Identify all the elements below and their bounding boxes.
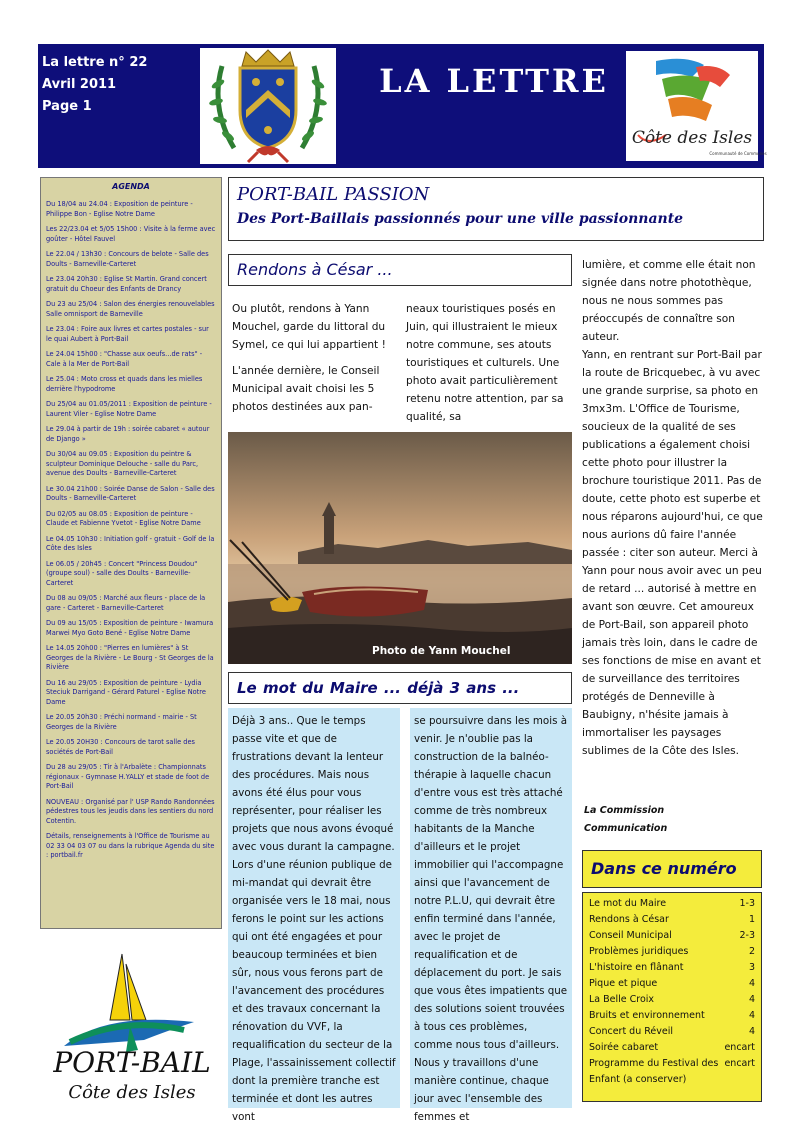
toc-entry	[589, 896, 755, 912]
newsletter-title: LA LETTRE	[379, 62, 609, 100]
agenda-item: Du 18/04 au 24.04 : Exposition de peinture - Philippe Bon - Eglise Notre Dame	[46, 200, 193, 218]
toc-entry	[589, 1040, 755, 1056]
page-number: Page 1	[42, 99, 92, 114]
toc-entry-page: encart	[724, 1058, 755, 1069]
cesar-para-1: Ou plutôt, rendons à Yann Mouchel, garde du littoral du Symel, ce qui lui appartient !	[232, 303, 386, 351]
agenda-list	[46, 200, 216, 861]
portbail-tagline: Côte des Isles	[68, 1082, 196, 1103]
toc-entry	[589, 992, 755, 1008]
agenda-item: Le 29.04 à partir de 19h : soirée cabaret « autour de Django »	[46, 425, 210, 443]
cesar-heading: Rendons à César ...	[228, 254, 572, 286]
maire-column-1	[228, 708, 400, 1123]
cesar-para-4: lumière, et comme elle était non signée dans notre photothèque, nous ne nous sommes pas préoccupés de connaître son auteur.	[582, 259, 756, 343]
maire-column-2	[410, 708, 572, 1123]
agenda-item: Le 20.05 20h30 : Préchi normand - mairie - St Georges de la Rivière	[46, 713, 197, 731]
portbail-logo	[44, 950, 220, 1108]
issue-number: La lettre n° 22	[42, 55, 148, 70]
agenda-item: Du 25/04 au 01.05/2011 : Exposition de peinture - Laurent Viler - Eglise Notre Dame	[46, 400, 212, 418]
agenda-item: Le 24.04 15h00 : "Chasse aux oeufs...de rats" - Cale à la Mer de Port-Bail	[46, 350, 203, 368]
signature	[584, 802, 667, 838]
agenda-item: Le 22.04 / 13h30 : Concours de belote - Salle des Doults - Barneville-Carteret	[46, 250, 209, 268]
agenda-item: Du 23 au 25/04 : Salon des énergies renouvelables Salle omnisport de Barneville	[46, 300, 215, 318]
agenda-item: Du 16 au 29/05 : Exposition de peinture - Lydia Steciuk Darrigand - Gérard Paturel - Eglise Notre Dame	[46, 678, 206, 706]
agenda-item: Du 02/05 au 08.05 : Exposition de peinture - Claude et Fabienne Yvetot - Eglise Notre Dame	[46, 509, 201, 527]
table-of-contents	[582, 892, 762, 1102]
toc-entry-page: 4	[748, 1026, 755, 1037]
toc-entry-page: 3	[748, 962, 755, 973]
photo-caption: Photo de Yann Mouchel	[372, 645, 511, 657]
toc-entry-page: 1-3	[739, 898, 755, 909]
agenda-item: Détails, renseignements à l'Office de Tourisme au 02 33 04 03 07 ou dans la rubrique Agenda du site : portbail.fr	[46, 832, 215, 859]
headline-title: PORT-BAIL PASSION	[237, 184, 430, 205]
agenda-item: NOUVEAU : Organisé par l' USP Rando Randonnées pédestres tous les jeudis dans les sentiers du nord Cotentin.	[46, 797, 215, 825]
signature-line-1: La Commission	[584, 805, 665, 816]
agenda-item: Du 09 au 15/05 : Exposition de peinture - Iwamura Marwei Myo Goto Bené - Eglise Notre Dame	[46, 619, 214, 637]
toc-entry	[589, 912, 755, 928]
toc-entry-page: 2	[748, 946, 755, 957]
signature-line-2: Communication	[584, 823, 668, 834]
agenda-item: Le 04.05 10h30 : Initiation golf - gratuit - Golf de la Côte des Isles	[46, 534, 215, 552]
maire-heading: Le mot du Maire ... déjà 3 ans ...	[228, 672, 572, 704]
logo-subtext: Communauté de Communes	[709, 151, 767, 156]
agenda-item: Du 30/04 au 09.05 : Exposition du peintre & sculpteur Dominique Delouche - salle du Parc, avenue des Doults - Barneville-Carteret	[46, 450, 199, 477]
agenda-item: Le 25.04 : Moto cross et quads dans les mielles derrière l'hypodrome	[46, 375, 203, 393]
toc-heading: Dans ce numéro	[582, 850, 762, 888]
issue-date: Avril 2011	[42, 77, 117, 92]
headline-box	[228, 177, 764, 241]
agenda-item: Le 30.04 21h00 : Soirée Danse de Salon - Salle des Doults - Barneville-Carteret	[46, 484, 215, 502]
cote-des-isles-logo	[626, 51, 767, 161]
agenda-item: Le 23.04 : Foire aux livres et cartes postales - sur le quai Aubert à Port-Bail	[46, 325, 209, 343]
toc-entry-page: 4	[748, 1010, 755, 1021]
maire-text-2: se poursuivre dans les mois à venir. Je n'oublie pas la construction de la balnéo-thérapie à laquelle chacun d'entre vous est très attaché comme de très nombreux habitants de la Manche d'ailleurs et le projet immobilier qui l'accompagne ainsi que l'avancement de notre P.L.U, qui devrait être enfin terminé dans l'année, avec le projet de requalification et de déplacement du port. Je sais que vous êtes impatients que des solutions soient trouvées à tous ces problèmes, comme nous tous d'ailleurs. Nous y travaillons d'une manière continue, chaque jour avec l'ensemble des femmes et	[414, 715, 568, 1123]
coat-of-arms-icon	[200, 48, 336, 164]
toc-entry-label: Conseil Municipal	[589, 930, 672, 941]
toc-entry-page: 4	[748, 994, 755, 1005]
maire-text-1: Déjà 3 ans.. Que le temps passe vite et que de frustrations devant la lenteur des procédures. Mais nous avons été élus pour vous représenter, pour réaliser les projets que nous avons évoqué avec vous durant la campagne. Lors d'une réunion publique de mi-mandat qui devrait être organisée vers le 18 mai, nous ferons le point sur les actions qui ont été engagées et pour beaucoup terminées et bien sûr, nous vous ferons part de l'avancement des procédures et des travaux concernant la rénovation du VVF, la requalification du secteur de la Plage, l'assainissement collectif dont la première tranche est terminée et dont les autres vont	[232, 715, 396, 1123]
logo-wordmark: Côte des Isles	[631, 128, 753, 148]
masthead	[38, 44, 767, 168]
toc-entry	[589, 1056, 755, 1088]
headline-subtitle: Des Port-Baillais passionnés pour une ville passionnante	[237, 211, 684, 227]
agenda-item: Le 20.05 20H30 : Concours de tarot salle des sociétés de Port-Bail	[46, 738, 195, 756]
toc-entry-label: Soirée cabaret	[589, 1042, 659, 1053]
toc-entry-label: Le mot du Maire	[589, 898, 667, 909]
toc-entry-page: 2-3	[739, 930, 755, 941]
cesar-para-3: neaux touristiques posés en Juin, qui illustraient le mieux notre commune, ses atouts touristiques et culturels. Une photo avait particulièrement retenu notre attention, par sa qualité, sa	[406, 303, 564, 423]
toc-entry-label: La Belle Croix	[589, 994, 655, 1005]
toc-entry-label: Rendons à César	[589, 914, 669, 925]
cesar-column-2	[406, 300, 572, 426]
toc-entry	[589, 928, 755, 944]
agenda-item: Les 22/23.04 et 5/05 15h00 : Visite à la ferme avec goûter - Hôtel Fauvel	[46, 225, 216, 243]
agenda-item: Le 06.05 / 20h45 : Concert "Princess Doudou" (groupe soul) - salle des Doults - Barneville-Carteret	[46, 559, 198, 587]
toc-entry-page: 1	[748, 914, 755, 925]
toc-entry-label: Bruits et environnement	[589, 1010, 705, 1021]
toc-entry-label: Concert du Réveil	[589, 1026, 674, 1037]
harbour-photo	[228, 432, 572, 664]
agenda-item: Le 23.04 20h30 : Eglise St Martin. Grand concert gratuit du Choeur des Enfants de Drancy	[46, 275, 207, 293]
toc-entry-page: 4	[748, 978, 755, 989]
agenda-title: AGENDA	[112, 182, 150, 191]
agenda-item: Du 08 au 09/05 : Marché aux fleurs - place de la gare - Carteret - Barneville-Carteret	[46, 594, 206, 612]
cesar-column-1	[232, 300, 398, 416]
agenda-item: Du 28 au 29/05 : Tir à l'Arbalète : Championnats régionaux - Gymnase H.YALLY et stade de foot de Port-Bail	[46, 763, 210, 790]
toc-entry-page: encart	[724, 1042, 755, 1053]
cesar-column-3	[582, 256, 766, 760]
agenda-sidebar	[40, 177, 222, 929]
toc-entry	[589, 1008, 755, 1024]
issue-info	[42, 52, 147, 118]
cesar-para-5: Yann, en rentrant sur Port-Bail par la route de Bricquebec, à vu avec une grande surprise, sa photo en 3mx3m. L'Office de Tourisme, soucieux de la qualité de ses publications a également choisi cette photo pour illustrer la brochure touristique 2011. Pas de doute, cette photo est superbe et nous réparons aujourd'hui, ce que nous aurions dû faire l'année passée : citer son auteur. Merci à Yann pour nous avoir avec un peu de retard ... autorisé à mettre en avant son œuvre. Cet amoureux de Port-Bail, son appareil photo jamais très loin, dans le cadre de ses fonctions de mise en avant et de surveillance des territoires protégés de Denneville à Baubigny, n'hésite jamais à immortaliser les paysages sublimes de la Côte des Isles.	[582, 349, 763, 757]
toc-entry	[589, 976, 755, 992]
toc-entry-label: Problèmes juridiques	[589, 946, 689, 957]
toc-entry-label: Pique et pique	[589, 978, 658, 989]
toc-entry-label: L'histoire en flânant	[589, 962, 684, 973]
toc-entry	[589, 944, 755, 960]
toc-entry-label: Programme du Festival des Enfant (a conserver)	[589, 1058, 719, 1085]
cesar-para-2: L'année dernière, le Conseil Municipal avait choisi les 5 photos destinées aux pan-	[232, 365, 380, 413]
toc-entry	[589, 960, 755, 976]
agenda-item: Le 14.05 20h00 : "Pierres en lumières" à St Georges de la Rivière - Le Bourg - St Georges de la Rivière	[46, 644, 214, 671]
portbail-wordmark: PORT-BAIL	[53, 1046, 211, 1079]
toc-entry	[589, 1024, 755, 1040]
